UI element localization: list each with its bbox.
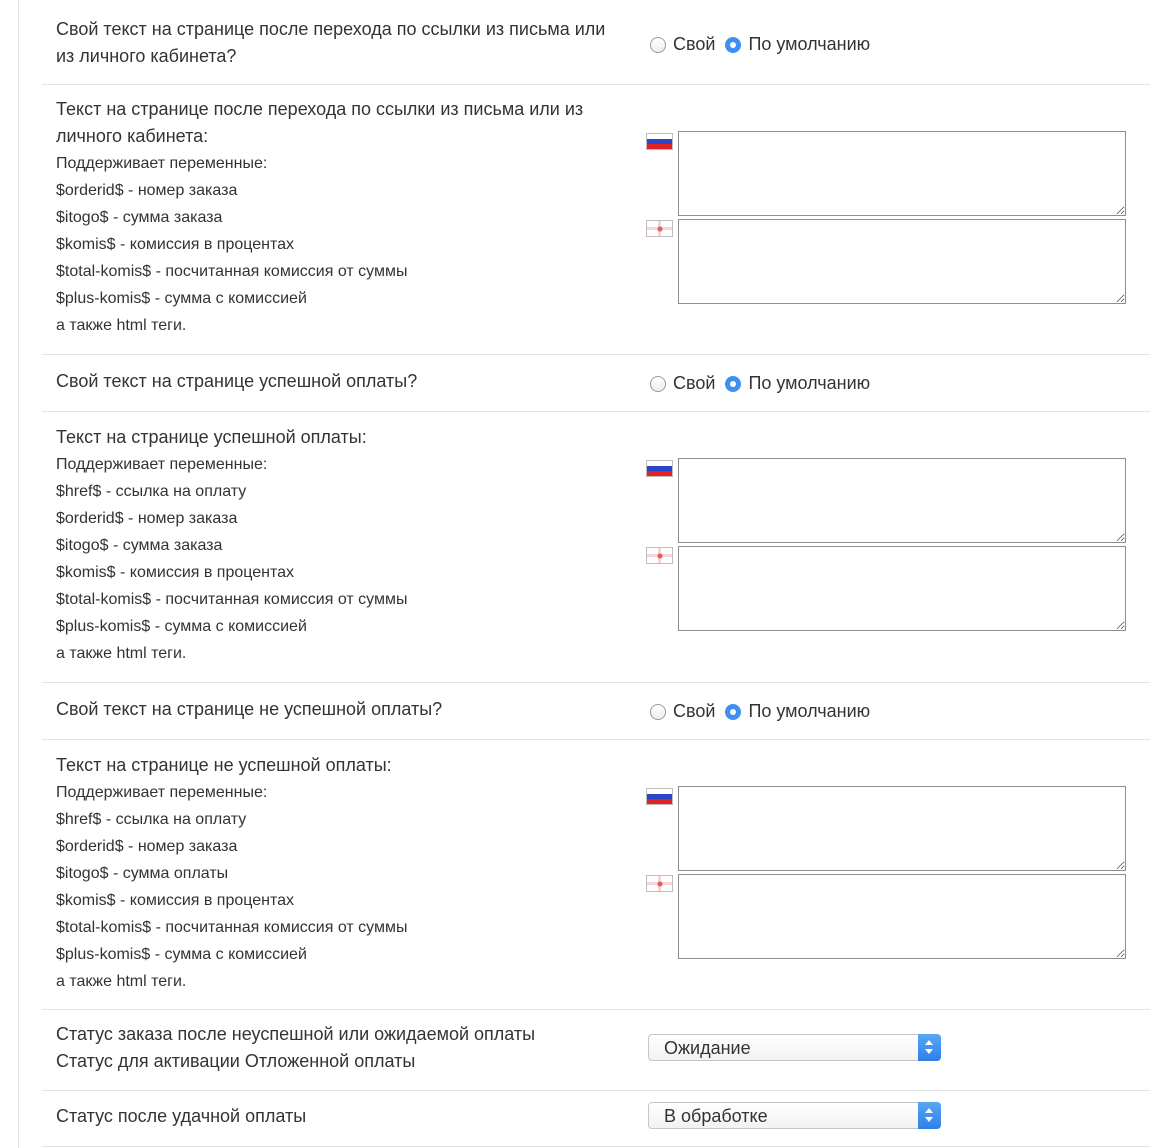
custom-text-success-radio-group xyxy=(650,373,880,394)
row-status-success xyxy=(42,1091,1150,1147)
radio-default[interactable] xyxy=(725,704,741,720)
text-success-title: Текст на странице успешной оплаты: xyxy=(56,427,367,447)
help-line: $plus-komis$ - сумма с комиссией xyxy=(56,290,307,307)
radio-custom-label[interactable]: Свой xyxy=(673,373,716,393)
custom-text-link-label: Свой текст на странице после перехода по ссылки из письма или из личного кабинета? xyxy=(56,19,606,66)
help-line: $orderid$ - номер заказа xyxy=(56,182,238,199)
help-line: $total-komis$ - посчитанная комиссия от суммы xyxy=(56,263,408,280)
radio-custom-label[interactable]: Свой xyxy=(673,701,716,721)
russia-flag-icon xyxy=(646,133,673,150)
status-fail-label-line1: Статус заказа после неуспешной или ожидаемой оплаты xyxy=(56,1024,536,1044)
text-fail-label xyxy=(56,752,626,995)
radio-default-label[interactable]: По умолчанию xyxy=(748,373,871,393)
row-custom-text-link xyxy=(42,0,1150,85)
text-link-label xyxy=(56,96,626,339)
help-line: Поддерживает переменные: xyxy=(56,155,268,172)
custom-text-link-radio-group xyxy=(650,34,880,55)
status-success-select-value: В обработке xyxy=(664,1106,768,1126)
help-line: $komis$ - комиссия в процентах xyxy=(56,892,295,909)
russia-flag-icon xyxy=(646,788,673,805)
chevron-up-down-icon[interactable] xyxy=(918,1034,941,1061)
status-success-label: Статус после удачной оплаты xyxy=(56,1106,307,1126)
help-line: $komis$ - комиссия в процентах xyxy=(56,564,295,581)
help-line: $orderid$ - номер заказа xyxy=(56,510,238,527)
uk-flag-icon xyxy=(646,547,673,564)
row-custom-text-success xyxy=(42,355,1150,412)
row-text-link xyxy=(42,85,1150,355)
uk-flag-icon xyxy=(646,875,673,892)
help-line: а также html теги. xyxy=(56,317,187,334)
help-line: Поддерживает переменные: xyxy=(56,456,268,473)
status-fail-select-value: Ожидание xyxy=(664,1038,751,1058)
uk-flag-icon xyxy=(646,220,673,237)
custom-text-fail-radio-group xyxy=(650,701,880,722)
help-line: а также html теги. xyxy=(56,645,187,662)
text-fail-en-textarea[interactable] xyxy=(678,874,1126,959)
help-line: $itogo$ - сумма оплаты xyxy=(56,865,229,882)
text-success-ru-textarea[interactable] xyxy=(678,458,1126,543)
radio-custom-label[interactable]: Свой xyxy=(673,34,716,54)
row-text-fail xyxy=(42,740,1150,1010)
help-line: $orderid$ - номер заказа xyxy=(56,838,238,855)
text-link-en-textarea[interactable] xyxy=(678,219,1126,304)
help-line: Поддерживает переменные: xyxy=(56,784,268,801)
radio-custom[interactable] xyxy=(650,704,666,720)
help-line: $itogo$ - сумма заказа xyxy=(56,537,223,554)
text-link-ru-textarea[interactable] xyxy=(678,131,1126,216)
radio-default-label[interactable]: По умолчанию xyxy=(748,34,871,54)
russia-flag-icon xyxy=(646,460,673,477)
text-fail-title: Текст на странице не успешной оплаты: xyxy=(56,755,392,775)
status-fail-label xyxy=(56,1021,626,1075)
custom-text-success-label: Свой текст на странице успешной оплаты? xyxy=(56,371,418,391)
radio-default[interactable] xyxy=(725,37,741,53)
status-fail-label-line2: Статус для активации Отложенной оплаты xyxy=(56,1051,416,1071)
text-fail-ru-textarea[interactable] xyxy=(678,786,1126,871)
chevron-up-down-icon[interactable] xyxy=(918,1102,941,1129)
help-line: а также html теги. xyxy=(56,973,187,990)
help-line: $komis$ - комиссия в процентах xyxy=(56,236,295,253)
row-text-success xyxy=(42,412,1150,683)
row-status-fail xyxy=(42,1010,1150,1091)
radio-default-label[interactable]: По умолчанию xyxy=(748,701,871,721)
text-success-en-textarea[interactable] xyxy=(678,546,1126,631)
row-custom-text-fail xyxy=(42,683,1150,740)
help-line: $plus-komis$ - сумма с комиссией xyxy=(56,946,307,963)
text-link-title: Текст на странице после перехода по ссылки из письма или из личного кабинета: xyxy=(56,99,584,146)
help-line: $href$ - ссылка на оплату xyxy=(56,483,247,500)
custom-text-fail-label: Свой текст на странице не успешной оплаты? xyxy=(56,699,443,719)
radio-custom[interactable] xyxy=(650,37,666,53)
help-line: $total-komis$ - посчитанная комиссия от суммы xyxy=(56,591,408,608)
help-line: $itogo$ - сумма заказа xyxy=(56,209,223,226)
text-success-label xyxy=(56,424,626,667)
help-line: $plus-komis$ - сумма с комиссией xyxy=(56,618,307,635)
help-line: $href$ - ссылка на оплату xyxy=(56,811,247,828)
status-success-select[interactable] xyxy=(648,1102,941,1129)
status-fail-select[interactable] xyxy=(648,1034,941,1061)
left-border xyxy=(18,0,19,1148)
help-line: $total-komis$ - посчитанная комиссия от суммы xyxy=(56,919,408,936)
radio-custom[interactable] xyxy=(650,376,666,392)
radio-default[interactable] xyxy=(725,376,741,392)
